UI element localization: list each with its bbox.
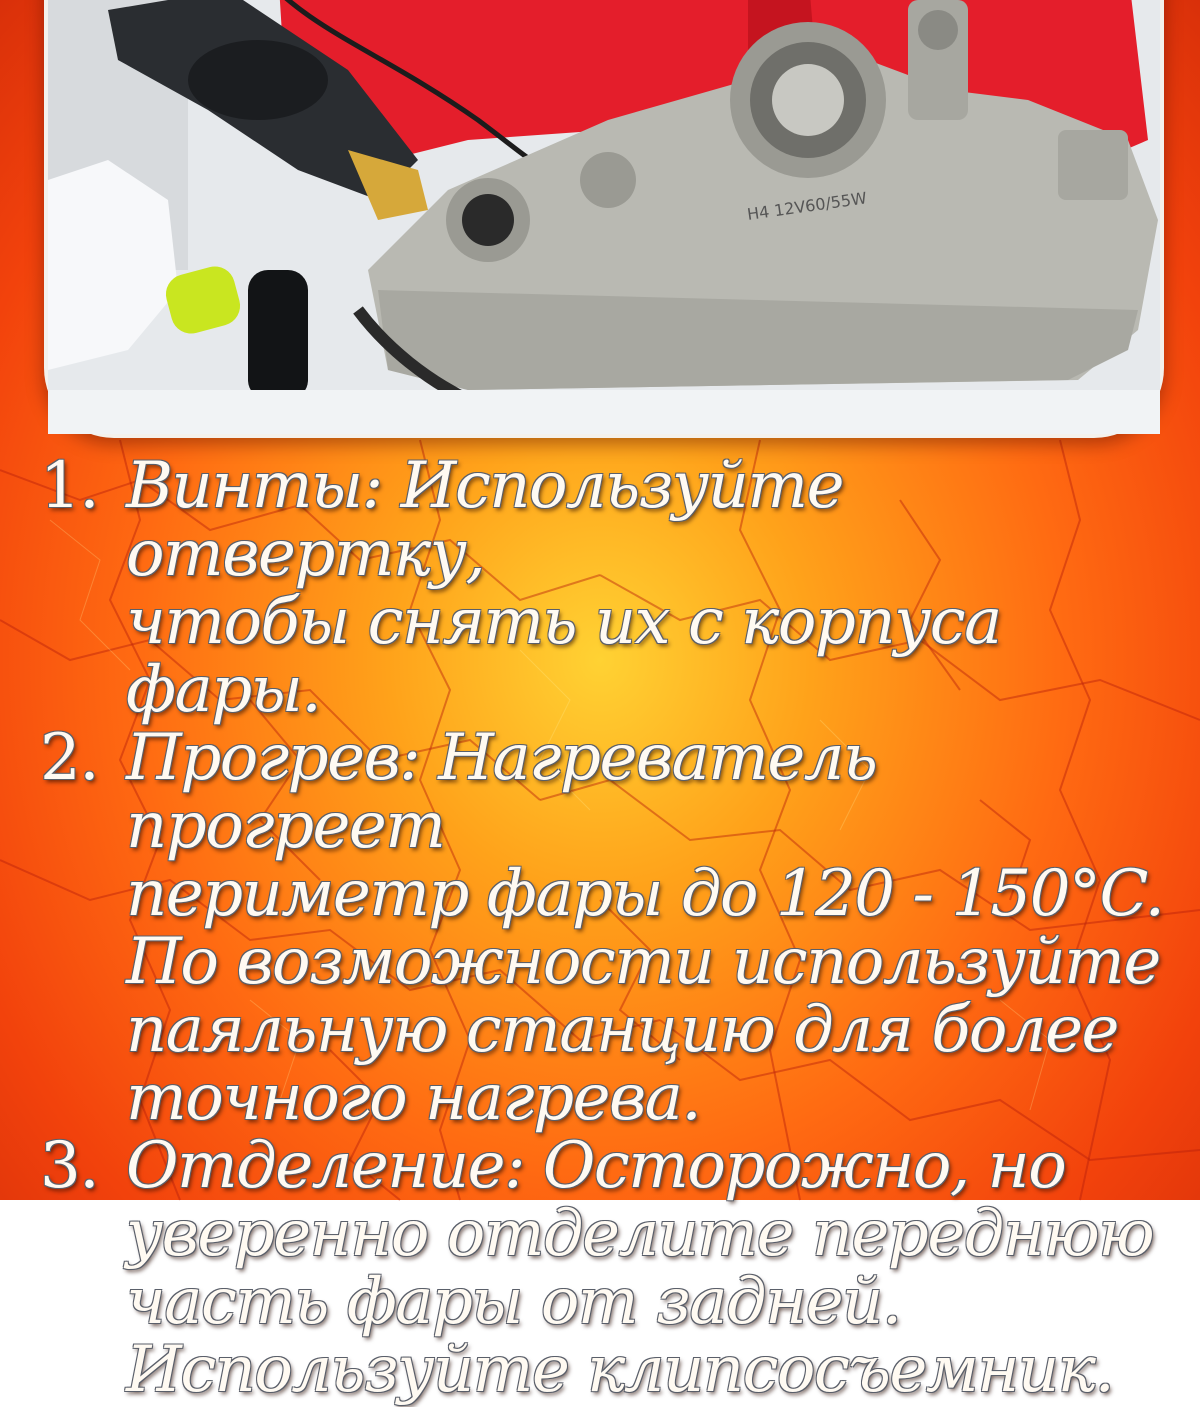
step-text: Отделение: Осторожно, но уверенно отделите переднюю часть фары от задней. Используйте клипсосъемник.	[126, 1129, 1154, 1407]
step-text: Винты: Используйте отвертку, чтобы снять их с корпуса фары.	[126, 449, 1001, 727]
headlight-repair-photo	[44, 0, 1164, 438]
list-item-step-3	[40, 1129, 1190, 1407]
step-number: 1.	[40, 449, 99, 523]
list-item-step-2	[40, 721, 1190, 1135]
instruction-list	[40, 449, 1190, 1407]
headlight-repair-photo-icon	[48, 0, 1160, 434]
step-number: 3.	[40, 1129, 99, 1203]
step-text: Прогрев: Нагреватель прогреет периметр фары до 120 - 150°C. По возможности используйте паяльную станцию для более точного нагрева.	[126, 721, 1164, 1135]
list-item-step-1	[40, 449, 1190, 727]
step-number: 2.	[40, 721, 99, 795]
lamp-label: H4 12V60/55W	[745, 188, 868, 224]
